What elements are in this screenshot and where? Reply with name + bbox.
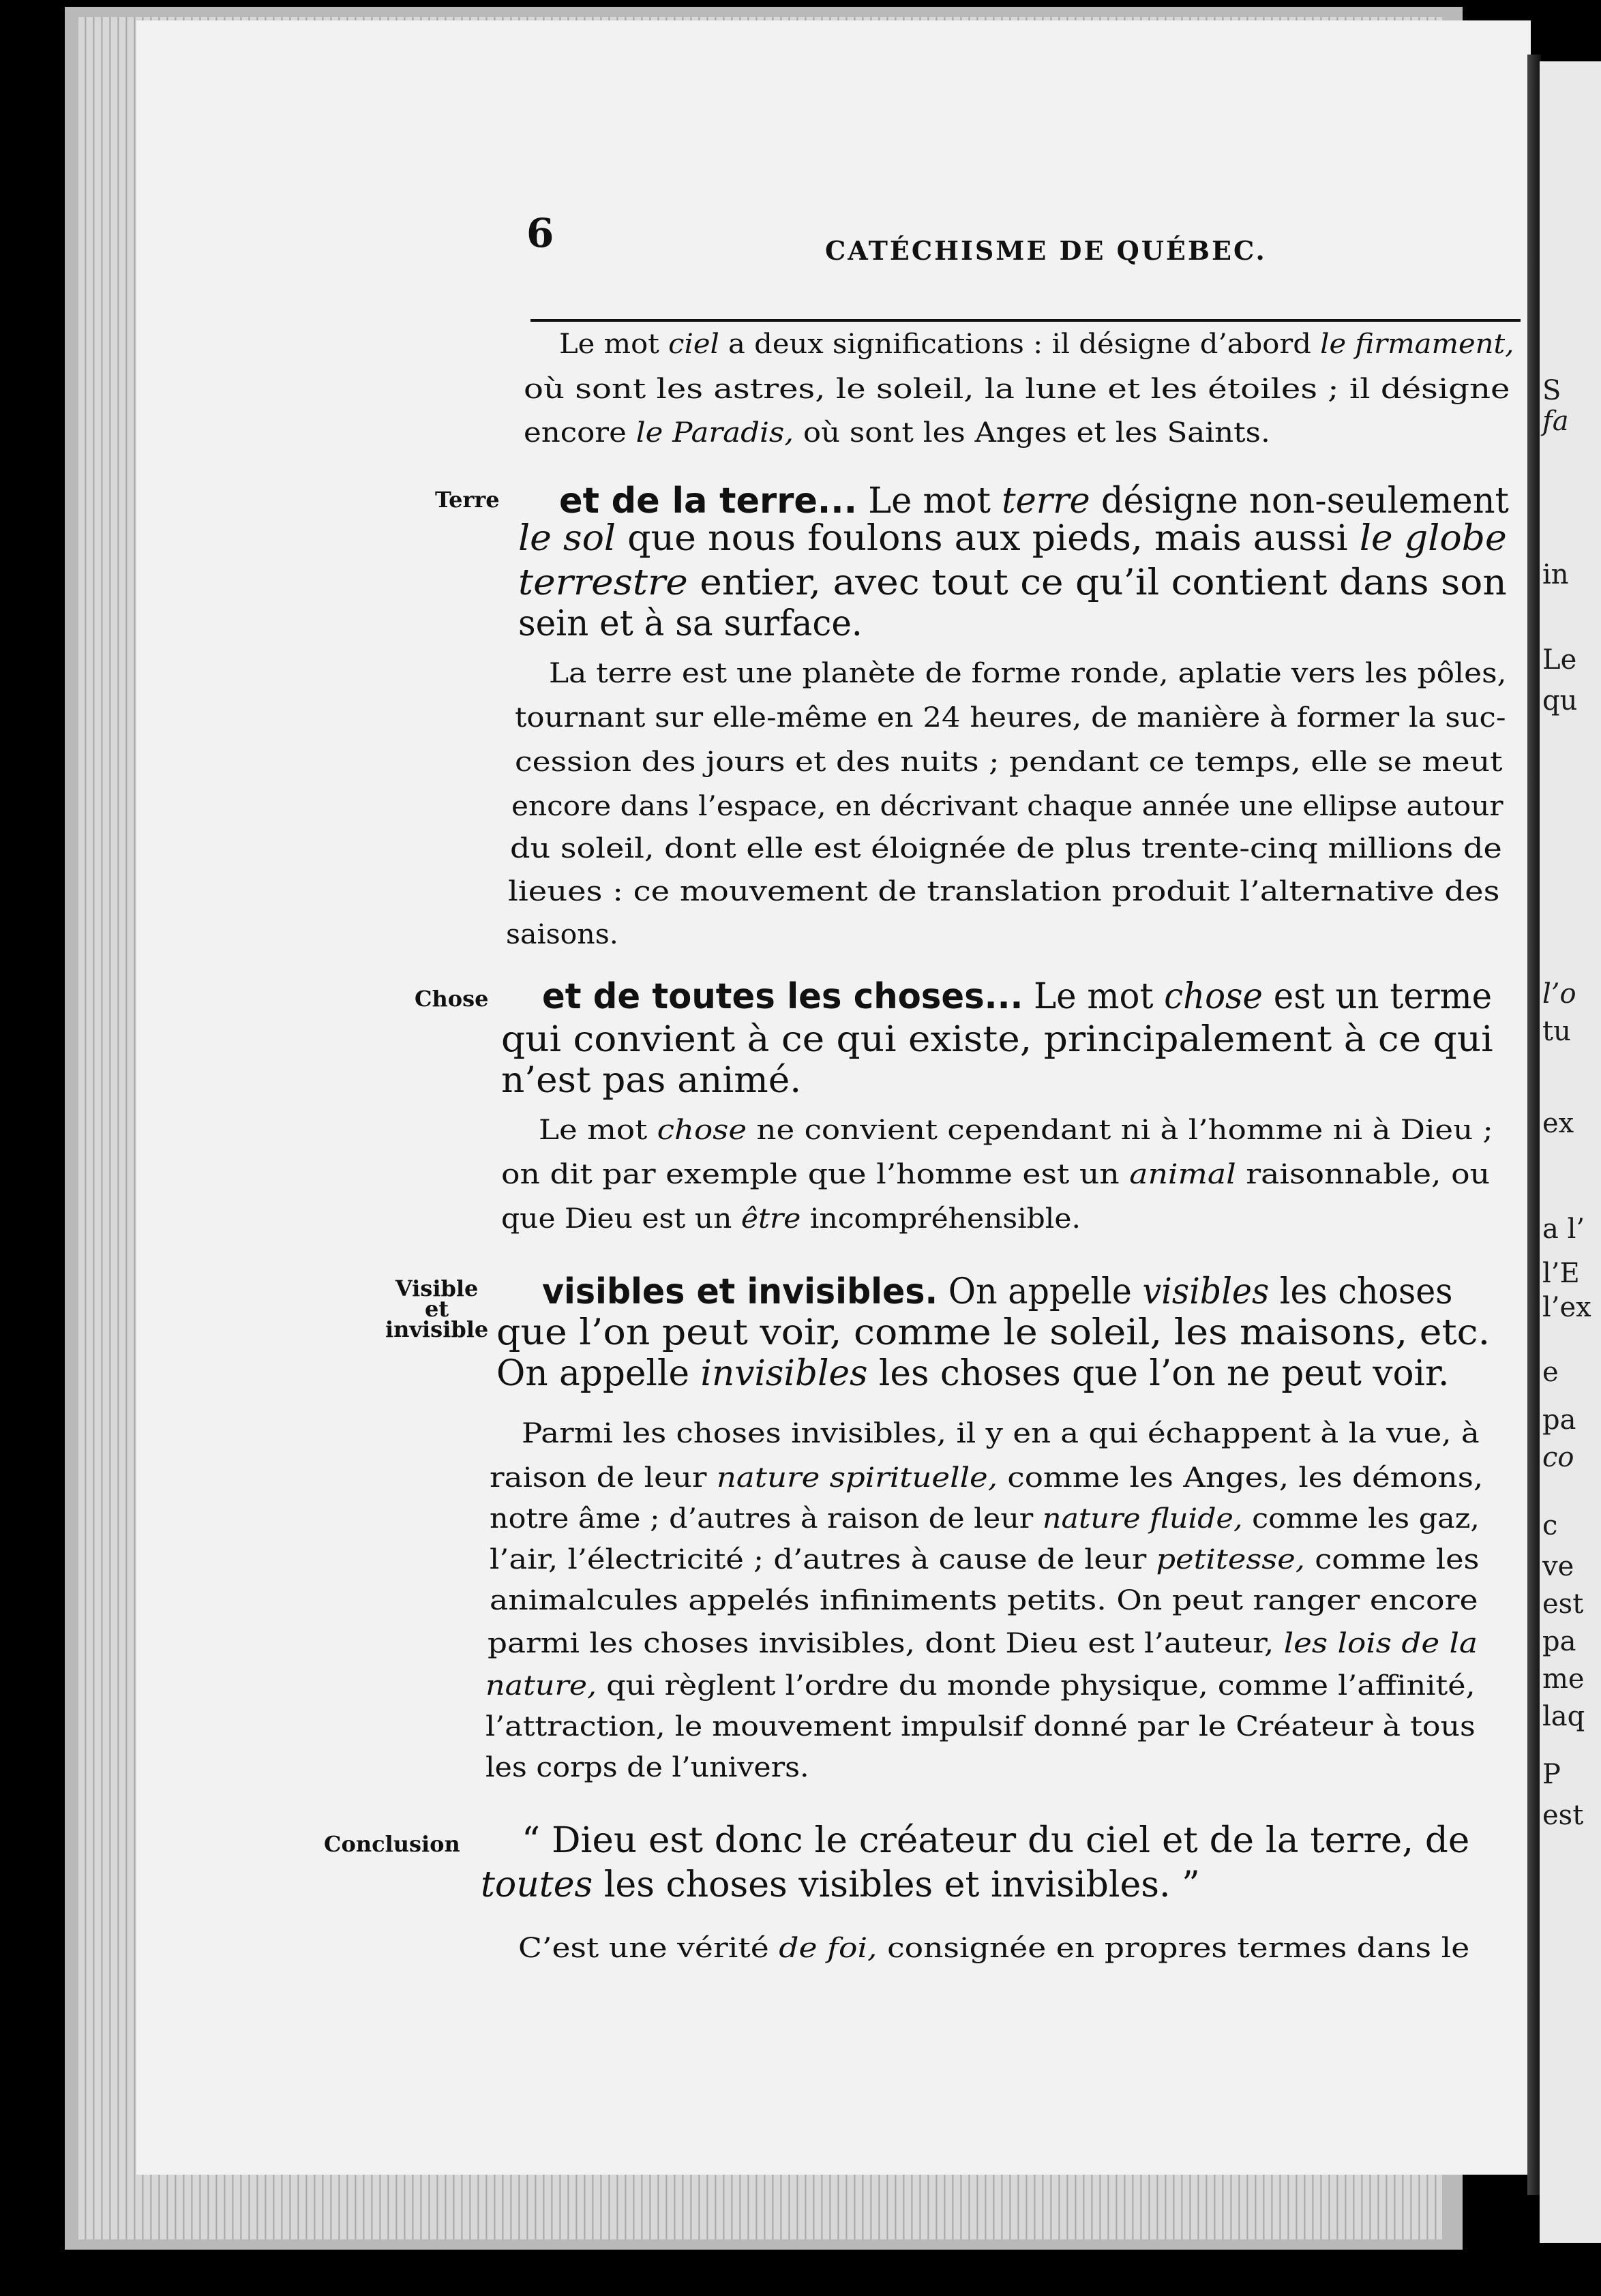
text-line: “ Dieu est donc le créateur du ciel et de la terre, de: [522, 1820, 1470, 1861]
margin-label-terre: Terre: [435, 487, 500, 513]
peek-text: ex: [1542, 1108, 1574, 1139]
text-line: du soleil, dont elle est éloignée de plus trente-cinq millions de: [510, 833, 1502, 864]
text-line: que l’on peut voir, comme le soleil, les maisons, etc.: [496, 1312, 1491, 1353]
text-line: l’air, l’électricité ; d’autres à cause de leur petitesse, comme les: [490, 1544, 1480, 1575]
peek-text: l’ex: [1542, 1292, 1591, 1323]
text-line: Parmi les choses invisibles, il y en a qui échappent à la vue, à: [522, 1418, 1480, 1449]
peek-text: l’E: [1542, 1258, 1580, 1289]
text-line: raison de leur nature spirituelle, comme les Anges, les démons,: [490, 1462, 1484, 1494]
margin-label-conclusion: Conclusion: [324, 1831, 460, 1857]
peek-text: in: [1542, 559, 1569, 590]
text-line: n’est pas animé.: [501, 1060, 802, 1101]
text-line: notre âme ; d’autres à raison de leur nature fluide, comme les gaz,: [490, 1503, 1480, 1535]
text-line: cession des jours et des nuits ; pendant ce temps, elle se meut: [515, 746, 1503, 778]
text-line: et de toutes les choses... Le mot chose est un terme: [542, 976, 1493, 1017]
text-line: lieues : ce mouvement de translation produit l’alternative des: [508, 876, 1500, 907]
margin-label-visible: [385, 1275, 489, 1342]
peek-text: ve: [1542, 1551, 1574, 1582]
peek-text: S: [1542, 375, 1561, 406]
text-line: et de la terre... Le mot terre désigne non-seulement: [559, 481, 1510, 522]
peek-text: laq: [1542, 1701, 1585, 1732]
peek-text: pa: [1542, 1626, 1576, 1657]
margin-label-line: et: [425, 1296, 449, 1322]
text-line: tournant sur elle-même en 24 heures, de manière à former la suc-: [515, 702, 1506, 734]
text-line: on dit par exemple que l’homme est un animal raisonnable, ou: [501, 1159, 1491, 1190]
text-line: On appelle invisibles les choses que l’on ne peut voir.: [496, 1353, 1450, 1394]
peek-text: pa: [1542, 1404, 1576, 1436]
text-line: toutes les choses visibles et invisibles. ”: [481, 1864, 1200, 1905]
peek-text: a l’: [1542, 1213, 1585, 1245]
text-line: Le mot ciel a deux significations : il désigne d’abord le firmament,: [559, 329, 1514, 360]
text-line: encore dans l’espace, en décrivant chaque année une ellipse autour: [511, 791, 1503, 822]
text-line: La terre est une planète de forme ronde, aplatie vers les pôles,: [549, 658, 1507, 689]
margin-label-chose: Chose: [415, 986, 489, 1012]
peek-text: me: [1542, 1663, 1585, 1695]
running-title: CATÉCHISME DE QUÉBEC.: [825, 235, 1267, 266]
peek-text: tu: [1542, 1016, 1571, 1047]
peek-text: P: [1542, 1759, 1561, 1790]
text-line: visibles et invisibles. On appelle visibles les choses: [542, 1271, 1453, 1312]
text-line: parmi les choses invisibles, dont Dieu est l’auteur, les lois de la: [488, 1628, 1478, 1659]
margin-label-line: invisible: [385, 1316, 489, 1342]
text-line: l’attraction, le mouvement impulsif donné par le Créateur à tous: [485, 1711, 1476, 1742]
text-line: saisons.: [506, 919, 618, 950]
peek-text: l’o: [1542, 978, 1576, 1010]
peek-text: e: [1542, 1357, 1559, 1388]
peek-text: est: [1542, 1800, 1584, 1831]
peek-text: fa: [1542, 406, 1569, 437]
text-line: les corps de l’univers.: [485, 1752, 809, 1783]
text-line: animalcules appelés infiniments petits. On peut ranger encore: [490, 1585, 1478, 1616]
peek-text: c: [1542, 1510, 1558, 1541]
next-page-fragment: [1540, 61, 1601, 2243]
text-line: C’est une vérité de foi, consignée en propres termes dans le: [518, 1933, 1470, 1964]
text-line: terrestre entier, avec tout ce qu’il contient dans son: [518, 562, 1507, 603]
peek-text: Le: [1542, 644, 1577, 676]
text-line: sein et à sa surface.: [518, 603, 863, 644]
margin-label-line: Visible: [395, 1275, 479, 1301]
peek-text: co: [1542, 1442, 1574, 1473]
header-rule: [530, 319, 1521, 322]
text-line: nature, qui règlent l’ordre du monde physique, comme l’affinité,: [485, 1670, 1476, 1702]
peek-text: est: [1542, 1588, 1584, 1620]
text-line: le sol que nous foulons aux pieds, mais aussi le globe: [518, 518, 1507, 559]
page-number: 6: [526, 210, 554, 256]
text-line: où sont les astres, le soleil, la lune et les étoiles ; il désigne: [524, 374, 1510, 405]
page-gutter-shadow: [1527, 55, 1541, 2195]
peek-text: qu: [1542, 685, 1578, 716]
text-line: encore le Paradis, où sont les Anges et les Saints.: [524, 417, 1270, 449]
text-line: qui convient à ce qui existe, principalement à ce qui: [501, 1019, 1493, 1060]
text-line: que Dieu est un être incompréhensible.: [501, 1203, 1081, 1235]
text-line: Le mot chose ne convient cependant ni à l’homme ni à Dieu ;: [539, 1115, 1493, 1146]
